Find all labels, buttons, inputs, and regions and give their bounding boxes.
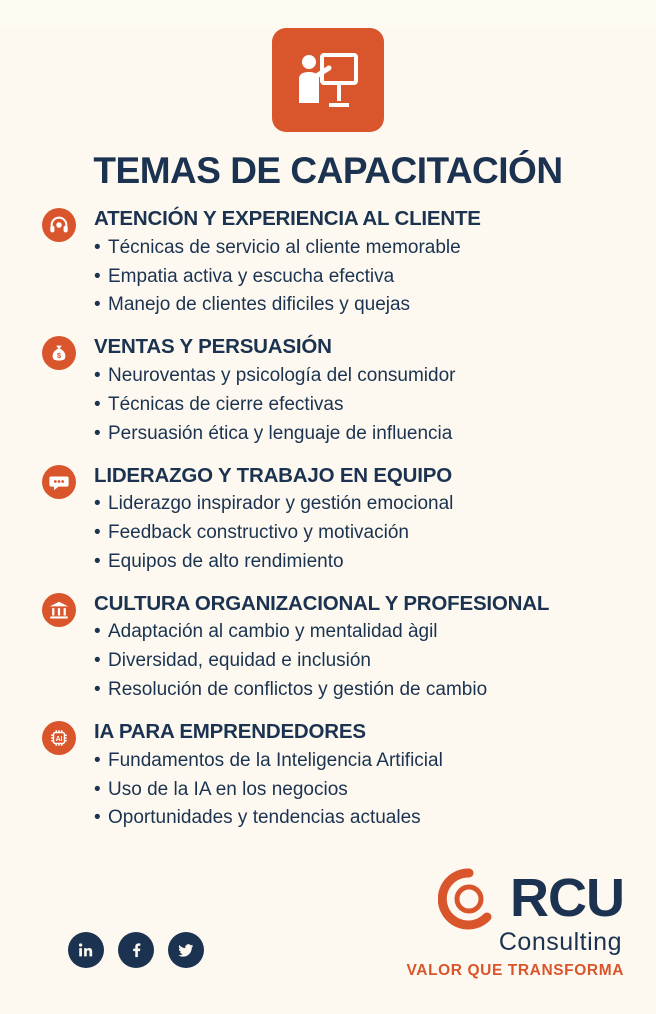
list-item: • Fundamentos de la Inteligencia Artificial [94,747,634,776]
list-item: • Resolución de conflictos y gestión de cambio [94,676,634,705]
money-bag-icon [42,336,76,370]
topic-section [42,206,634,320]
topic-section [42,719,634,833]
topic-title: ATENCIÓN Y EXPERIENCIA AL CLIENTE [94,207,481,230]
svg-text:AI: AI [55,735,63,743]
topic-section [42,334,634,448]
twitter-icon[interactable] [168,932,204,968]
footer [0,868,656,986]
brand-logo [406,868,624,980]
brand-subtitle: Consulting [498,928,622,956]
list-item: • Feedback constructivo y motivación [94,519,634,548]
rcu-circle-icon [438,868,500,930]
linkedin-icon[interactable] [68,932,104,968]
chat-bubble-icon [42,465,76,499]
list-item: • Oportunidades y tendencias actuales [94,804,634,833]
list-item: • Técnicas de cierre efectivas [94,391,634,420]
poster [0,28,656,1014]
topic-section [42,463,634,577]
topic-title: CULTURA ORGANIZACIONAL Y PROFESIONAL [94,591,550,615]
headset-support-icon [42,208,76,242]
list-item: • Persuasión ética y lenguaje de influencia [94,420,634,449]
list-item: • Uso de la IA en los negocios [94,776,634,805]
topic-bullets [94,234,634,321]
list-item: • Equipos de alto rendimiento [94,548,634,577]
hero-badge [272,28,384,132]
topic-title: IA PARA EMPRENDEDORES [94,720,366,743]
social-links [68,932,204,968]
topic-bullets [94,618,634,705]
list-item: • Adaptación al cambio y mentalidad àgil [94,618,634,647]
topic-bullets [94,362,634,449]
bank-building-icon [42,593,76,627]
topic-bullets [94,490,634,577]
brand-tagline: VALOR QUE TRANSFORMA [406,962,624,979]
list-item: • Manejo de clientes dificiles y quejas [94,291,634,320]
topic-title: LIDERAZGO Y TRABAJO EN EQUIPO [94,463,452,487]
list-item: • Diversidad, equidad e inclusión [94,647,634,676]
list-item: • Neuroventas y psicología del consumidor [94,362,634,391]
topic-section [42,591,634,705]
presenter-board-icon [295,49,361,111]
list-item: • Liderazgo inspirador y gestión emocional [94,490,634,519]
brand-name: RCU [510,868,624,929]
ai-chip-icon [42,721,76,755]
svg-text:$: $ [56,351,62,361]
list-item: • Técnicas de servicio al cliente memorable [94,234,634,263]
page-title: TEMAS DE CAPACITACIÓN [93,150,563,191]
topic-bullets [94,747,634,834]
facebook-icon[interactable] [118,932,154,968]
topic-title: VENTAS Y PERSUASIÓN [94,335,332,359]
topics-list [0,206,656,833]
list-item: • Empatia activa y escucha efectiva [94,263,634,292]
